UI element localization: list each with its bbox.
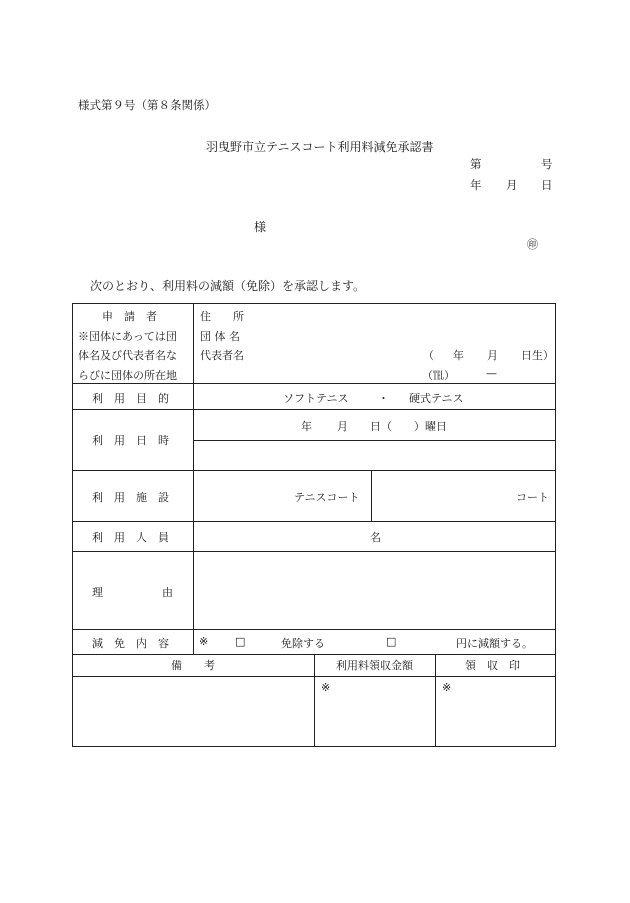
purpose-option-soft-tennis: ソフトテニス [283, 392, 349, 405]
purpose-option-hard-tennis: 硬式テニス [409, 392, 464, 405]
tel-label: （℡） [422, 369, 455, 382]
receipt-stamp-mark: ※ [442, 681, 452, 694]
reason-label-right: 由 [162, 586, 173, 599]
representative-label: 代表者名 [200, 349, 244, 362]
applicant-note-line: 体名及び代表者名な [78, 349, 177, 362]
column-divider [193, 304, 194, 654]
seal-mark: ㊞ [527, 238, 538, 251]
facility-court-count: コート [516, 491, 549, 504]
reduce-option-text: 円に減額する。 [456, 637, 533, 650]
row-divider [73, 551, 555, 552]
document-title: 羽曳野市立テニスコート利用料減免承認書 [206, 140, 434, 154]
datetime-year: 年 [301, 420, 312, 433]
reason-label-left: 理 [92, 586, 103, 599]
reduce-checkbox[interactable]: □ [386, 635, 397, 648]
users-label: 利 用 人 員 [92, 531, 169, 544]
reduction-label: 減 免 内 容 [92, 637, 169, 650]
intro-text: 次のとおり、利用料の減額（免除）を承認します。 [90, 279, 366, 293]
birth-open-paren: （ [423, 349, 434, 362]
datetime-day: 日（ [370, 420, 392, 433]
column-divider [314, 654, 315, 747]
row-divider [73, 383, 555, 384]
remarks-header: 備 考 [171, 659, 215, 672]
purpose-separator: ・ [378, 392, 389, 405]
birth-month: 月 [487, 349, 498, 362]
row-divider [73, 521, 555, 522]
applicant-label: 申 請 者 [102, 310, 157, 323]
column-divider [435, 654, 436, 747]
approval-form-table [72, 303, 556, 747]
facility-label: 利 用 施 設 [92, 491, 169, 504]
form-number: 様式第９号（第８条関係） [78, 98, 216, 112]
applicant-note-line: らびに団体の所在地 [78, 369, 177, 382]
datetime-month: 月 [337, 420, 348, 433]
row-divider [193, 440, 555, 441]
applicant-note-line: ※団体にあっては団 [78, 330, 177, 343]
datetime-weekday: ）曜日 [414, 420, 447, 433]
purpose-label: 利 用 目 的 [92, 392, 169, 405]
birth-year: 年 [453, 349, 464, 362]
addressee-suffix: 様 [254, 220, 267, 234]
issue-number-prefix: 第 [470, 157, 482, 171]
datetime-label: 利 用 日 時 [92, 434, 169, 447]
address-label: 住 所 [200, 310, 244, 323]
reduction-mark: ※ [199, 635, 209, 648]
issue-date-year: 年 [470, 178, 482, 192]
fee-received-header: 利用料領収金額 [336, 659, 413, 672]
receipt-stamp-header: 領 収 印 [465, 659, 520, 672]
exempt-checkbox[interactable]: □ [235, 635, 246, 648]
facility-tennis-court: テニスコート [294, 491, 360, 504]
users-unit: 名 [370, 531, 381, 544]
birth-day: 日生） [521, 349, 554, 362]
exempt-option-text: 免除する [281, 637, 325, 650]
row-divider [73, 409, 555, 410]
column-divider [371, 470, 372, 521]
fee-received-mark: ※ [321, 681, 331, 694]
issue-number-suffix: 号 [541, 157, 553, 171]
group-name-label: 団 体 名 [200, 330, 240, 343]
tel-dash: — [486, 367, 497, 380]
row-divider [73, 470, 555, 471]
issue-date-month: 月 [506, 178, 518, 192]
issue-date-day: 日 [541, 178, 553, 192]
row-divider [73, 629, 555, 630]
